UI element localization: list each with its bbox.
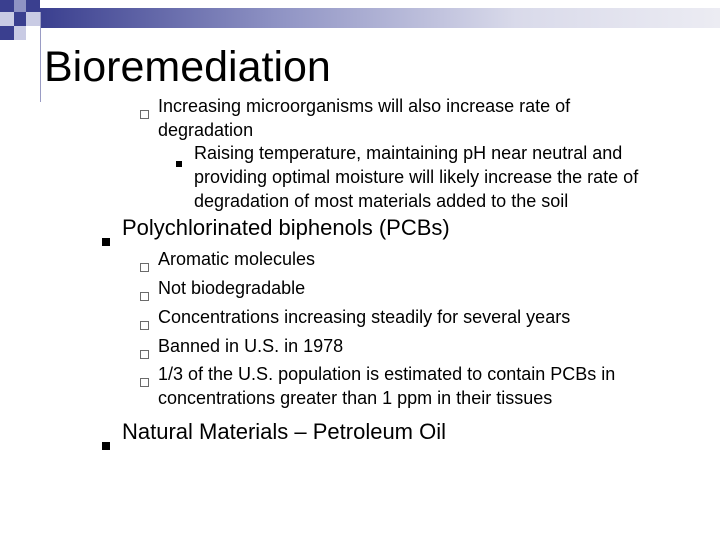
filled-square-bullet-icon (102, 238, 110, 246)
bullet-text: Concentrations increasing steadily for several years (158, 307, 571, 327)
decor-square (14, 0, 26, 12)
bullet-item (158, 276, 305, 300)
bullet-item (158, 94, 570, 142)
filled-square-bullet-icon (102, 442, 110, 450)
slide-title: Bioremediation (44, 43, 331, 91)
bullet-text: degradation (158, 120, 254, 140)
main-bullet-item (122, 214, 450, 242)
divider-line (40, 12, 41, 102)
bullet-text: Raising temperature, maintaining pH near neutral and (194, 143, 623, 163)
bullet-text: 1/3 of the U.S. population is estimated to contain PCBs in (158, 364, 616, 384)
bullet-text: Natural Materials – Petroleum Oil (122, 419, 447, 444)
decor-square (0, 26, 14, 40)
decor-square (0, 0, 14, 12)
bullet-text: Increasing microorganisms will also increase rate of (158, 96, 571, 116)
main-bullet-item (122, 418, 446, 446)
bullet-text: Aromatic molecules (158, 249, 316, 269)
bullet-item (158, 334, 343, 358)
bullet-item (158, 247, 315, 271)
filled-square-bullet-icon (176, 161, 182, 167)
bullet-text: Banned in U.S. in 1978 (158, 336, 344, 356)
decor-square (26, 0, 40, 12)
decor-square (14, 26, 26, 40)
bullet-item (158, 362, 615, 410)
sub-bullet-item (194, 141, 638, 213)
hollow-square-bullet-icon (140, 292, 149, 301)
bullet-text: providing optimal moisture will likely increase the rate of (194, 167, 639, 187)
decor-square (0, 12, 14, 26)
hollow-square-bullet-icon (140, 378, 149, 387)
bullet-text: Polychlorinated biphenols (PCBs) (122, 215, 450, 240)
bullet-item (158, 305, 570, 329)
bullet-text: degradation of most materials added to the soil (194, 191, 569, 211)
hollow-square-bullet-icon (140, 350, 149, 359)
bullet-text: concentrations greater than 1 ppm in their tissues (158, 388, 553, 408)
bullet-text: Not biodegradable (158, 278, 306, 298)
title-bar-decoration (40, 8, 720, 28)
hollow-square-bullet-icon (140, 110, 149, 119)
hollow-square-bullet-icon (140, 263, 149, 272)
decor-square (26, 12, 40, 26)
hollow-square-bullet-icon (140, 321, 149, 330)
decor-square (14, 12, 26, 26)
